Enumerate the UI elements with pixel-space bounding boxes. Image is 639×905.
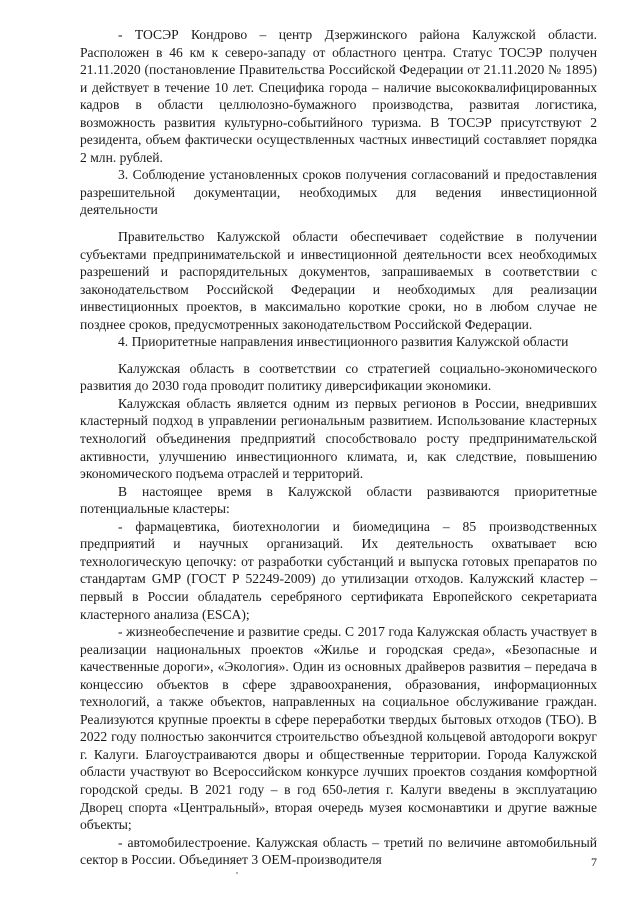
paragraph-diversification: Калужская область в соответствии со стратегией социально-экономического развития до 2030 года проводит политику диверсификации экономики. bbox=[80, 360, 597, 394]
list-item-pharma-cluster: - фармацевтика, биотехнологии и биомедицина – 85 производственных предприятий и научных организаций. Их деятельность охватывает всю технологическую цепочку: от разработки субстанций и выпуска готовых препаратов по стандартам GMP (ГОСТ Р 52249-2009) до утилизации отходов. Калужский кластер – первый в России обладатель серебряного сертификата Европейского секретариата кластерного анализа (ESCA); bbox=[80, 518, 597, 622]
scan-speck bbox=[236, 872, 238, 874]
paragraph-permits: Правительство Калужской области обеспечивает содействие в получении субъектами предпринимательской и инвестиционной деятельности всех необходимых разрешений и распорядительных документов, запрашиваемых в соответствии с законодательством Российской Федерации и необходимых для реализации инвестиционных проектов, в максимально короткие сроки, но в любом случае не позднее сроков, предусмотренных законодательством Российской Федерации. bbox=[80, 229, 597, 332]
list-item-automotive-cluster: - автомобилестроение. Калужская область – третий по величине автомобильный сектор в России. Объединяет 3 OEM-производителя bbox=[80, 834, 597, 868]
paragraph-cluster-approach: Калужская область является одним из первых регионов в России, внедривших кластерный подход в управлении региональным развитием. Использование кластерных технологий объединения предприятий способствовало росту предпринимательской активности, улучшению инвестиционного климата, и, как следствие, повышению экономического подъема отраслей и территорий. bbox=[80, 395, 597, 482]
section-heading-3: 3. Соблюдение установленных сроков получения согласований и предоставления разрешительной документации, необходимых для ведения инвестиционной деятельности bbox=[80, 167, 597, 218]
page-number: 7 bbox=[591, 855, 597, 869]
paragraph-priority-clusters: В настоящее время в Калужской области развиваются приоритетные потенциальные кластеры: bbox=[80, 483, 597, 517]
section-heading-4: 4. Приоритетные направления инвестиционного развития Калужской области bbox=[118, 334, 569, 350]
list-item-environment-cluster: - жизнеобеспечение и развитие среды. С 2017 года Калужская область участвует в реализации национальных проектов «Жилье и городская среда», «Безопасные и качественные дороги», «Экология». Один из основных драйверов развития – передача в концессию объектов в сфере здравоохранения, образования, информационных технологий, а также объектов, направленных на социальное обслуживание граждан. Реализуются крупные проекты в сфере переработки твердых бытовых отходов (ТБО). В 2022 году полностью закончится строительство объездной кольцевой автодороги вокруг г. Калуги. Благоустраиваются дворы и общественные территории. Города Калужской области участвуют во Всероссийском конкурсе лучших проектов создания комфортной городской среды. В 2021 году – в год 650-летия г. Калуги введены в эксплуатацию Дворец спорта «Центральный», вторая очередь музея космонавтики и другие важные объекты; bbox=[80, 624, 597, 833]
paragraph-tosr-kondrovo: - ТОСЭР Кондрово – центр Дзержинского района Калужской области. Расположен в 46 км к северо-западу от областного центра. Статус ТОСЭР получен 21.11.2020 (постановление Правительства Российской Федерации от 21.11.2020 № 1895) и действует в течение 10 лет. Специфика города – наличие высококвалифицированных кадров в области целлюлозно-бумажного производства, развитая логистика, возможность развития культурно-событийного туризма. В ТОСЭР присутствуют 2 резидента, объем фактически осуществленных частных инвестиций составляет порядка 2 млн. рублей. bbox=[80, 27, 597, 165]
